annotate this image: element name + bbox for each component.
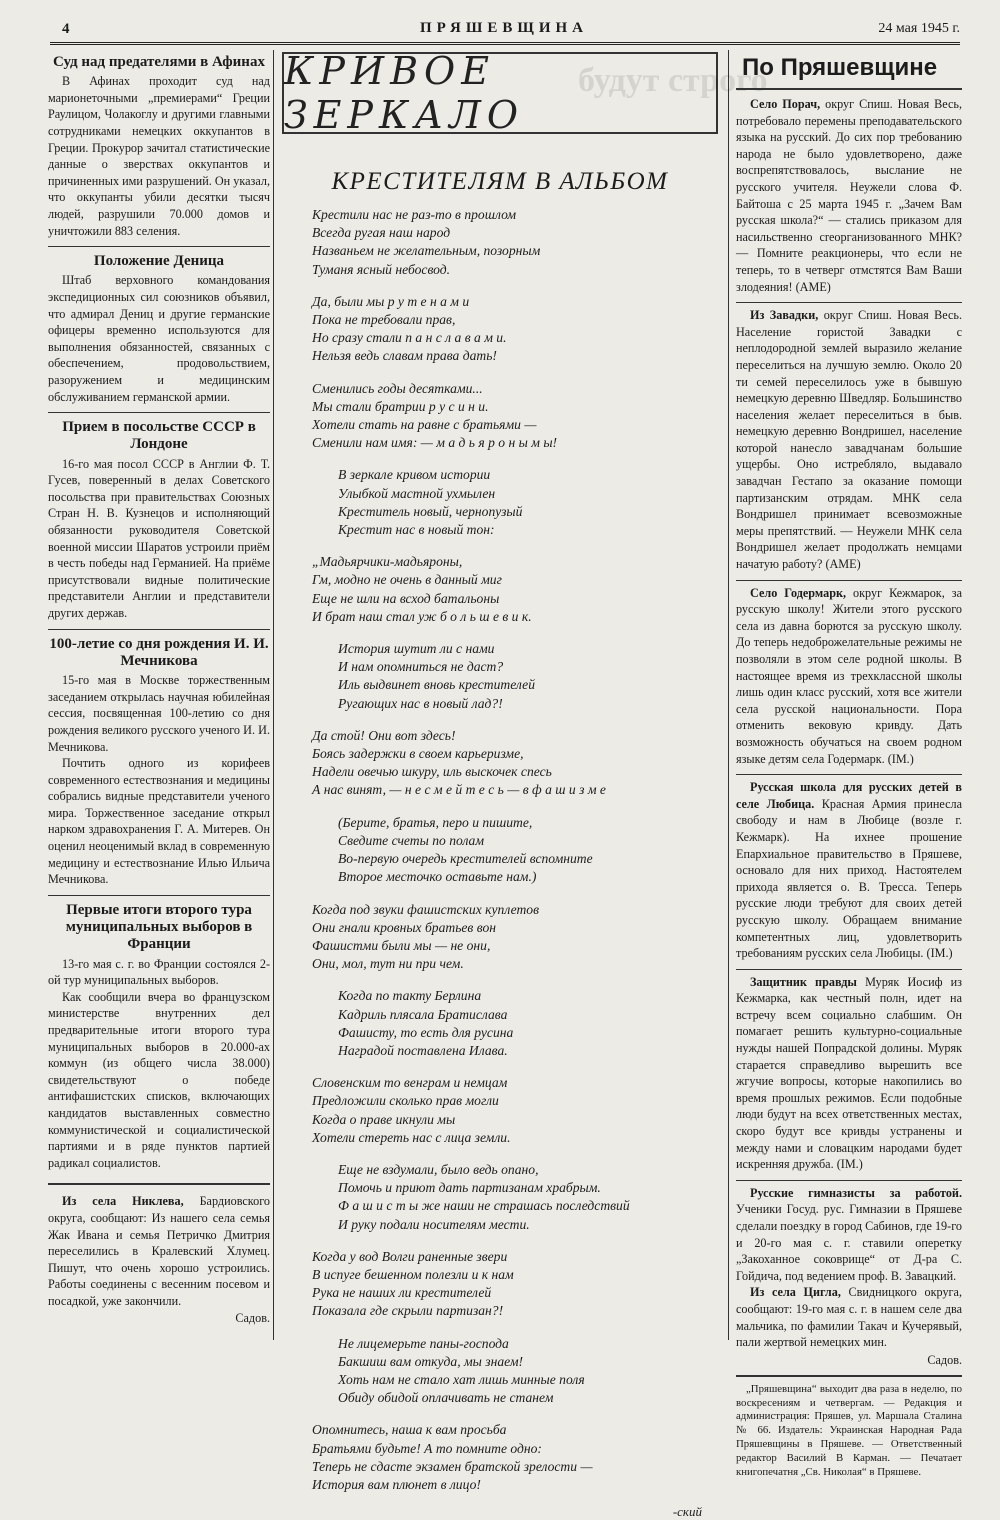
news-godermark [736, 585, 962, 768]
news-text [736, 96, 962, 295]
poem-title: КРЕСТИТЕЛЯМ В АЛЬБОМ [331, 168, 669, 195]
news-tsigla [736, 1284, 962, 1367]
article-title: 100-летие со дня рождения И. И. Мечникова [49, 635, 269, 669]
poem-line: Когда под звуки фашистских куплетов [312, 901, 539, 917]
article-title: Прием в посольстве СССР в Лондоне [62, 419, 256, 453]
section-heading: По Пряшевщине [742, 54, 938, 81]
news-body: Свидницкого округа, сообщают: 19-го мая с. г. в нашем селе два мальчика, по фамилии Такач и Кучерявый, пали жертвой немецких мин. [736, 1285, 963, 1350]
poem-signature: -ский [672, 1504, 702, 1520]
masthead-title: КРИВОЕ ЗЕРКАЛО [284, 49, 525, 137]
poem-line: Предложили сколько прав могли [312, 1093, 499, 1109]
poem-line: Когда по такту Берлина [338, 988, 482, 1004]
article-text: Почтить одного из корифеев современного естествознания и медицины собрались видные представители ученого мира. Торжественное заседание открыл нарком здравохранения Г. А. Митерев. Он оценил неоценимый вклад в современную медицину и естествознание Илью Ильича Мечникова. [48, 756, 270, 887]
masthead-box [282, 49, 718, 137]
poem-line: Теперь не сдасте экзамен братской зрелости — [312, 1458, 593, 1474]
news-lead: Защитник правды [750, 974, 857, 989]
poem-line: История шутит ли с нами [338, 641, 495, 657]
poem-line: Сменились годы десятками... [312, 380, 483, 396]
news-signature: (АМЕ) [795, 279, 831, 294]
poem-line: Ф а ш и с т ы же наши не страшась последствий [338, 1198, 630, 1214]
poem-line: Мы стали братрии р у с и н и. [312, 398, 489, 414]
poem-line: Креститель новый, чернопузый [338, 503, 523, 519]
article-ussr-embassy [48, 419, 270, 621]
poem-line: Показала где скрыли партизан?! [312, 1303, 504, 1319]
poem-line: Словенским то венграм и немцам [312, 1075, 508, 1091]
news-text [736, 585, 962, 768]
poem-line: Не лицемерьте паны-господа [338, 1335, 509, 1351]
news-porach [736, 96, 962, 295]
divider [736, 969, 962, 970]
poem-stanza [278, 1161, 722, 1234]
news-signature: Садов. [927, 1352, 962, 1367]
article-niklev [48, 1193, 270, 1326]
article-text: 15-го мая в Москве торжественным заседанием открылась научная юбилейная сессия, посвященная 100-летию со дня рождения великого русского ученого И. И. Мечникова. [48, 673, 270, 754]
poem-line: Нельзя ведь славам права дать! [312, 348, 497, 364]
poem-line: Еще не вздумали, было ведь опано, [338, 1161, 539, 1177]
poem-line: Когда о праве икнули мы [312, 1111, 456, 1127]
article-body: Бардиовского округа, сообщают: Из нашего села семья Жак Ивана и семья Петричко Дмитрия переселились в Кралевский Хлумец. Пишут, что очень хорошо устроились. Работы соединены с весенним посевом и посадкой, уже закончили. [48, 1194, 270, 1308]
news-lead: Из Завадки, [750, 308, 819, 323]
left-column [48, 48, 270, 1338]
poem-stanza [278, 987, 722, 1060]
poem-stanza [278, 640, 722, 713]
poem-line: Они гнали кровных братьев вон [312, 919, 496, 935]
poem-line: В зеркале кривом истории [338, 467, 491, 483]
poem-line: Да, были мы р у т е н а м и [312, 293, 470, 309]
divider [48, 629, 270, 630]
news-lyubitsa [736, 779, 962, 962]
poem-line: В испуге бешенном полезли и к нам [312, 1266, 514, 1282]
article-title: Первые итоги второго тура муниципальных выборов в Франции [65, 901, 253, 953]
news-lead: Русские гимназисты за работой. [750, 1185, 962, 1200]
news-signature: (АМЕ) [825, 557, 861, 572]
poem-stanza [278, 1248, 722, 1321]
poem-stanza [278, 1074, 722, 1147]
show-through-text: будут строго [578, 62, 768, 99]
poem-line: История вам плюнет в лицо! [312, 1476, 481, 1492]
poem-line: Они, мол, тут ни при чем. [312, 956, 464, 972]
heading-rule [736, 88, 962, 90]
poem-line: Туманя ясный небосвод. [312, 261, 451, 277]
poem-stanza [278, 466, 722, 539]
news-defender [736, 974, 962, 1173]
divider [736, 1375, 962, 1377]
poem-line: (Берите, братья, перо и пишите, [338, 814, 533, 830]
poem [278, 206, 722, 1494]
news-signature: (IM.) [836, 1157, 863, 1172]
poem-stanza [278, 1335, 722, 1408]
poem-line: Еще не шли на всход батальоны [312, 590, 500, 606]
divider [736, 1180, 962, 1181]
poem-line: Во-первую очередь крестителей вспомните [338, 851, 593, 867]
poem-line: Кадриль плясала Братислава [338, 1006, 508, 1022]
poem-line: Но сразу стали п а н с л а в а м и. [312, 330, 507, 346]
news-lead: Из села Цигла, [750, 1285, 841, 1300]
poem-line: Пока не требовали прав, [312, 312, 456, 328]
article-title: Положение Деница [93, 253, 225, 270]
poem-line: И руку подали носителям мести. [338, 1216, 530, 1232]
poem-line: Улыбкой мастной ухмылен [338, 485, 496, 501]
header-rule [50, 42, 960, 45]
news-lead: Село Порач, [750, 97, 821, 111]
article-france-elections [48, 902, 270, 1171]
poem-line: Хоть нам не стало хат лишь минные поля [338, 1371, 585, 1387]
divider [48, 1183, 270, 1185]
divider [48, 895, 270, 896]
article-signature: Садов. [235, 1311, 270, 1326]
poem-line: А нас винят, — н е с м е й т е с ь — в ф а ш и з м е [312, 782, 606, 798]
news-text [736, 779, 962, 962]
poem-line: Надели овечью шкуру, иль выскочек спесь [312, 764, 552, 780]
divider [736, 302, 962, 303]
article-text: В Афинах проходит суд над марионеточными „премиерами“ Греции Раулицом, Чолакоглу и другими главными сотрудниками немецких оккупантов в Греции. Прокурор зачитал статистические данные о зверствах оккупантов и причиненных ими разрушений. Он указал, что оккупанты убили десятки тысяч людей, разрушили 70.000 домов и уничтожили 883 селения. [48, 74, 270, 238]
right-column [736, 48, 963, 1478]
poem-line: Всегда ругая наш народ [312, 225, 451, 241]
news-body: округ Спиш. Новая Весь, потребовало перемены преподавательского языка на русский. До сих пор требованию народа не было удовлетворено, даже воспрепятствовалось, выслание не русского учителя. Неужели слова Ф. Байтоша с 25 марта 1945 г. „Зачем Вам русская школа?“ — стались приказом для насильственно сreoрганизованного МНК? — Помните реакционеры, что если не теперь, то в четверг отмстятся Вам Ваши злодеяния! [736, 97, 963, 294]
page-number: 4 [62, 21, 70, 37]
imprint: „Пряшевщина“ выходит два раза в неделю, по воскресениям и четвергам. — Редакция и администрация: Пряшев, ул. Маршала Сталина № 66. Издатель: Украинская Народная Рада Пряшевщины в Пряшеве. — Ответственный редактор Василий В Карман. — Печатает книгопечатня „Св. Николая“ в Пряшеве. [736, 1382, 962, 1478]
article-mechnikov [48, 636, 270, 888]
news-text [736, 1185, 962, 1285]
poem-stanza [278, 380, 722, 453]
divider [736, 580, 962, 581]
middle-column [278, 48, 768, 1520]
news-signature: (IM.) [887, 751, 914, 766]
article-text [48, 1193, 270, 1309]
article-text: 13-го мая с. г. во Франции состоялся 2-ой тур муниципальных выборов. [48, 956, 270, 988]
poem-line: Когда у вод Волги раненные звери [312, 1248, 508, 1264]
poem-stanza [278, 553, 722, 626]
news-body: Красная Армия принесла свободу и нам в Любице (возле г. Кежмарк). На ихнее прошение Епархиальное правительство в Пряшеве, основало для них приход. Настоятелем прихода является о. В. Тресса. Теперь русские люди требуют для своих детей русскую школу. Обращаем внимание компетентных лиц, удовлетворить требованиям русских села Любицы. [736, 796, 963, 961]
article-text: Штаб верховного командования экспедиционных сил союзников объявил, что адмирал Дениц и другие германские офицеры временно используются для выполнения обязанностей, связанных с обеспечением, продовольствием, разоружением и медицинским обслуживанием германской армии. [48, 273, 270, 404]
poem-stanza [278, 727, 722, 800]
poem-line: Хотели стереть нас с лица земли. [312, 1129, 511, 1145]
poem-line: Крестит нас в новый тон: [338, 522, 495, 538]
poem-line: Опомнитесь, наша к вам просьба [312, 1422, 507, 1438]
poem-line: Братьями будьте! А то помните одно: [312, 1440, 542, 1456]
news-text [736, 974, 962, 1173]
news-text [736, 1284, 962, 1350]
poem-line: Второе месточко оставьте нам.) [338, 869, 537, 885]
article-lead: Из села Никлева, [62, 1194, 184, 1209]
news-zavadka [736, 307, 962, 573]
poem-line: Названьем не желательным, позорным [312, 243, 541, 259]
news-lead: Русская школа для русских детей в селе Любица. [736, 780, 962, 811]
poem-line: „Мадьярчики-мадьяроны, [312, 554, 463, 570]
divider [48, 246, 270, 247]
page-header [48, 18, 960, 44]
news-body: Ученики Госуд. рус. Гимназии в Пряшеве сделали поездку в город Сабинов, где 19-го и 20-го мая с. г. ставили оперетку „Закоханное соковрище“ от Д-ра С. Гойдича, под ведением проф. В. Завацкий. [736, 1202, 962, 1283]
divider [736, 774, 962, 775]
issue-date: 24 мая 1945 г. [878, 21, 960, 36]
poem-line: Фашисту, то есть для русина [338, 1024, 514, 1040]
poem-line: И брат наш стал уж б о л ь ш е в и к. [312, 608, 532, 624]
article-athens-trial [48, 54, 270, 239]
poem-line: Хотели стать на равне с братьями — [312, 417, 537, 433]
poem-stanza [278, 814, 722, 887]
poem-line: Да стой! Они вот здесь! [312, 727, 456, 743]
column-divider-right [728, 50, 729, 1340]
poem-stanza [278, 901, 722, 974]
poem-stanza [278, 1421, 722, 1494]
news-text [736, 307, 962, 573]
news-signature: (IM.) [926, 946, 953, 961]
poem-line: Рука не наших ли крестителей [312, 1285, 492, 1301]
poem-line: Сведите счеты по полам [338, 832, 485, 848]
poem-line: И нам опомниться не даст? [338, 659, 504, 675]
news-lead: Село Годермарк, [750, 585, 847, 600]
article-title: Суд над предателями в Афинах [53, 54, 265, 70]
article-text: 16-го мая посол СССР в Англии Ф. Т. Гусев, поверенный в делах Советского посольства при правительствах Союзных Стран Н. В. Кузнецов и исполняющий обязанности руководителя Советской военной миссии Шаратов устроили приём в честь победы над Германией. На приёме присутствовали видные политические представители Англии и представители других держав. [48, 456, 270, 621]
poem-line: Сменили нам имя: — м а д ь я р о н ы м ы! [312, 435, 558, 451]
article-text: Как сообщили вчера во французском министерстве внутренних дел предварительные итоги второго тура муниципальных выборов в 20.000-ах коммун (из общего числа 38.000) свидетельствуют о победе антифашистских списков, включающих кандидатов выставленных совместно коммунистической и социалистической партиями и в ряде пунктов партией радикал социалистов. [48, 989, 270, 1170]
poem-line: Наградой поставлена Илава. [338, 1042, 508, 1058]
newspaper-title: ПРЯШЕВЩИНА [419, 20, 589, 36]
poem-stanza [278, 293, 722, 366]
news-body: округ Спиш. Новая Весь. Население гористой Завадки с неплодородной землей выразило желание переселиться на лучшую землю. Около 20 ти семей переселилось уже в бывшую немецкую деревню Шведляр. Большинство населения желает переселиться в быв. немецкую деревню Вондришел, население которой нанесло завадчанам большие ущербы. Оно истребляло, выдавало завадчан Гестапо за оказание помощи партизанским отрядам. МНК села Вондришел принимает всевозможные меры препятствий. — Неужели МНК села Вондришел желает продолжать немцами начатую работу? [736, 308, 962, 572]
divider [48, 412, 270, 413]
poem-stanza [278, 206, 722, 279]
news-gymnasium [736, 1185, 962, 1285]
poem-line: Бакшиш вам откуда, мы знаем! [338, 1353, 524, 1369]
poem-line: Ругающих нас в новый лад?! [338, 695, 503, 711]
poem-line: Иль выдвинет вновь крестителей [338, 677, 536, 693]
poem-line: Гм, модно не очень в данный миг [312, 572, 502, 588]
news-body: Муряк Иосиф из Кежмарка, как честный полн, идет на встречу всем социально слабшим. Он помагает решить культурно-социальные нужды нашей Попрадской долины. Муряк старается справедливо вырешить все жгучие вопросы, которые накопились во время прошлых режимов. Если подобные люди будут на всех ответственных местах, скоро будут все кривды устранены и между нами и словацким народами будет искренняя дружба. [736, 974, 962, 1172]
column-divider-left [273, 50, 274, 1340]
poem-line: Боясь задержки в своем карьеризме, [312, 746, 524, 762]
poem-line: Крестили нас не раз-то в прошлом [312, 207, 517, 222]
poem-line: Фашистми были мы — не они, [312, 937, 491, 953]
news-body: округ Кежмарок, за русскую школу! Жители этого русского села из давна борются за русскую школу. До теперь недоброжелательные режимы не позволяли в этом селе родной школы. В настоящее время из трехклассной школы лишь один класс русский, хотя все жители села русской национальности. Пора отменить вековую кривду. Дать возможность обучаться на своем родном языке детям села Годермарк. [736, 585, 962, 766]
poem-line: Обиду обидой оплачивать не станем [338, 1390, 554, 1406]
poem-line: Помочь и приют дать партизанам храбрым. [338, 1180, 601, 1196]
article-donitz [48, 253, 270, 405]
